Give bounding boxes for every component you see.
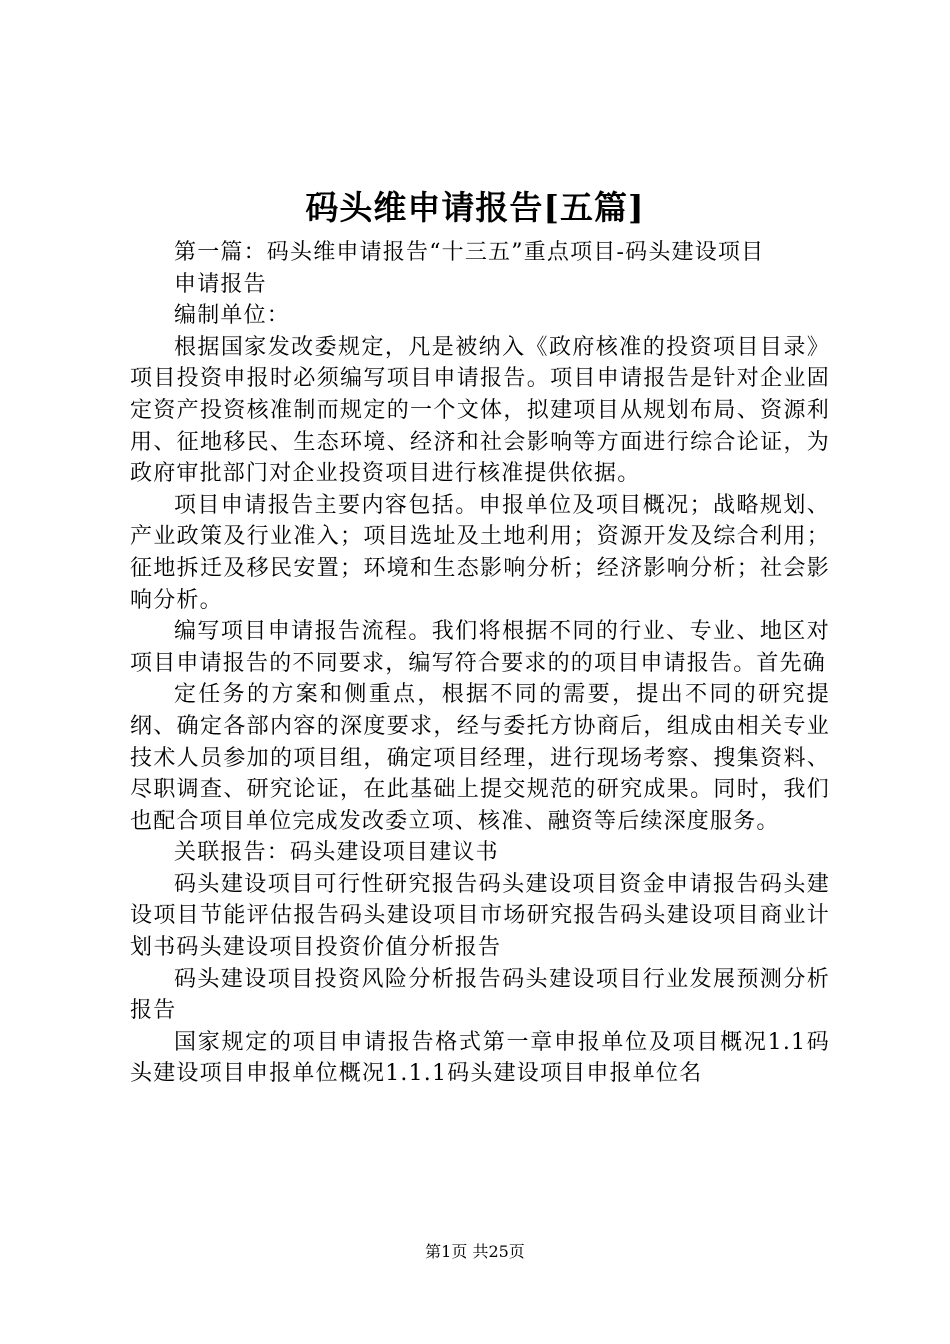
paragraph: 编制单位：: [174, 303, 291, 329]
paragraph: 定任务的方案和侧重点，根据不同的需要，提出不同的研究提纲、确定各部内容的深度要求，经与委托方协商后，组成由相关专业技术人员参加的项目组，确定项目经理，进行现场考察、搜集资料、尽职调查、研究论证，在此基础上提交规范的研究成果。同时，我们也配合项目单位完成发改委立项、核准、融资等后续深度服务。: [130, 682, 830, 834]
document-body: [130, 237, 830, 1090]
paragraph: 国家规定的项目申请报告格式第一章申报单位及项目概况1.1码头建设项目申报单位概况1.1.1码头建设项目申报单位名: [130, 1029, 830, 1087]
paragraph: 码头建设项目投资风险分析报告码头建设项目行业发展预测分析报告: [130, 966, 830, 1024]
paragraph: 码头建设项目可行性研究报告码头建设项目资金申请报告码头建设项目节能评估报告码头建设项目市场研究报告码头建设项目商业计划书码头建设项目投资价值分析报告: [130, 871, 830, 961]
paragraph: 编写项目申请报告流程。我们将根据不同的行业、专业、地区对项目申请报告的不同要求，编写符合要求的的项目申请报告。首先确: [130, 619, 830, 676]
page-footer: 第1页 共25页: [425, 1242, 525, 1261]
paragraph: 关联报告：码头建设项目建议书: [174, 840, 499, 866]
document-title: 码头维申请报告[五篇]: [305, 188, 645, 227]
paragraph: 项目申请报告主要内容包括。申报单位及项目概况；战略规划、产业政策及行业准入；项目选址及土地利用；资源开发及综合利用；征地拆迁及移民安置；环境和生态影响分析；经济影响分析；社会影响分析。: [130, 492, 830, 613]
paragraph: 第一篇：码头维申请报告“十三五”重点项目-码头建设项目: [174, 240, 765, 265]
paragraph: 根据国家发改委规定，凡是被纳入《政府核准的投资项目目录》项目投资申报时必须编写项目申请报告。项目申请报告是针对企业固定资产投资核准制而规定的一个文体，拟建项目从规划布局、资源利用、征地移民、生态环境、经济和社会影响等方面进行综合论证，为政府审批部门对企业投资项目进行核准提供依据。: [130, 334, 830, 487]
paragraph: 申请报告: [174, 271, 267, 297]
